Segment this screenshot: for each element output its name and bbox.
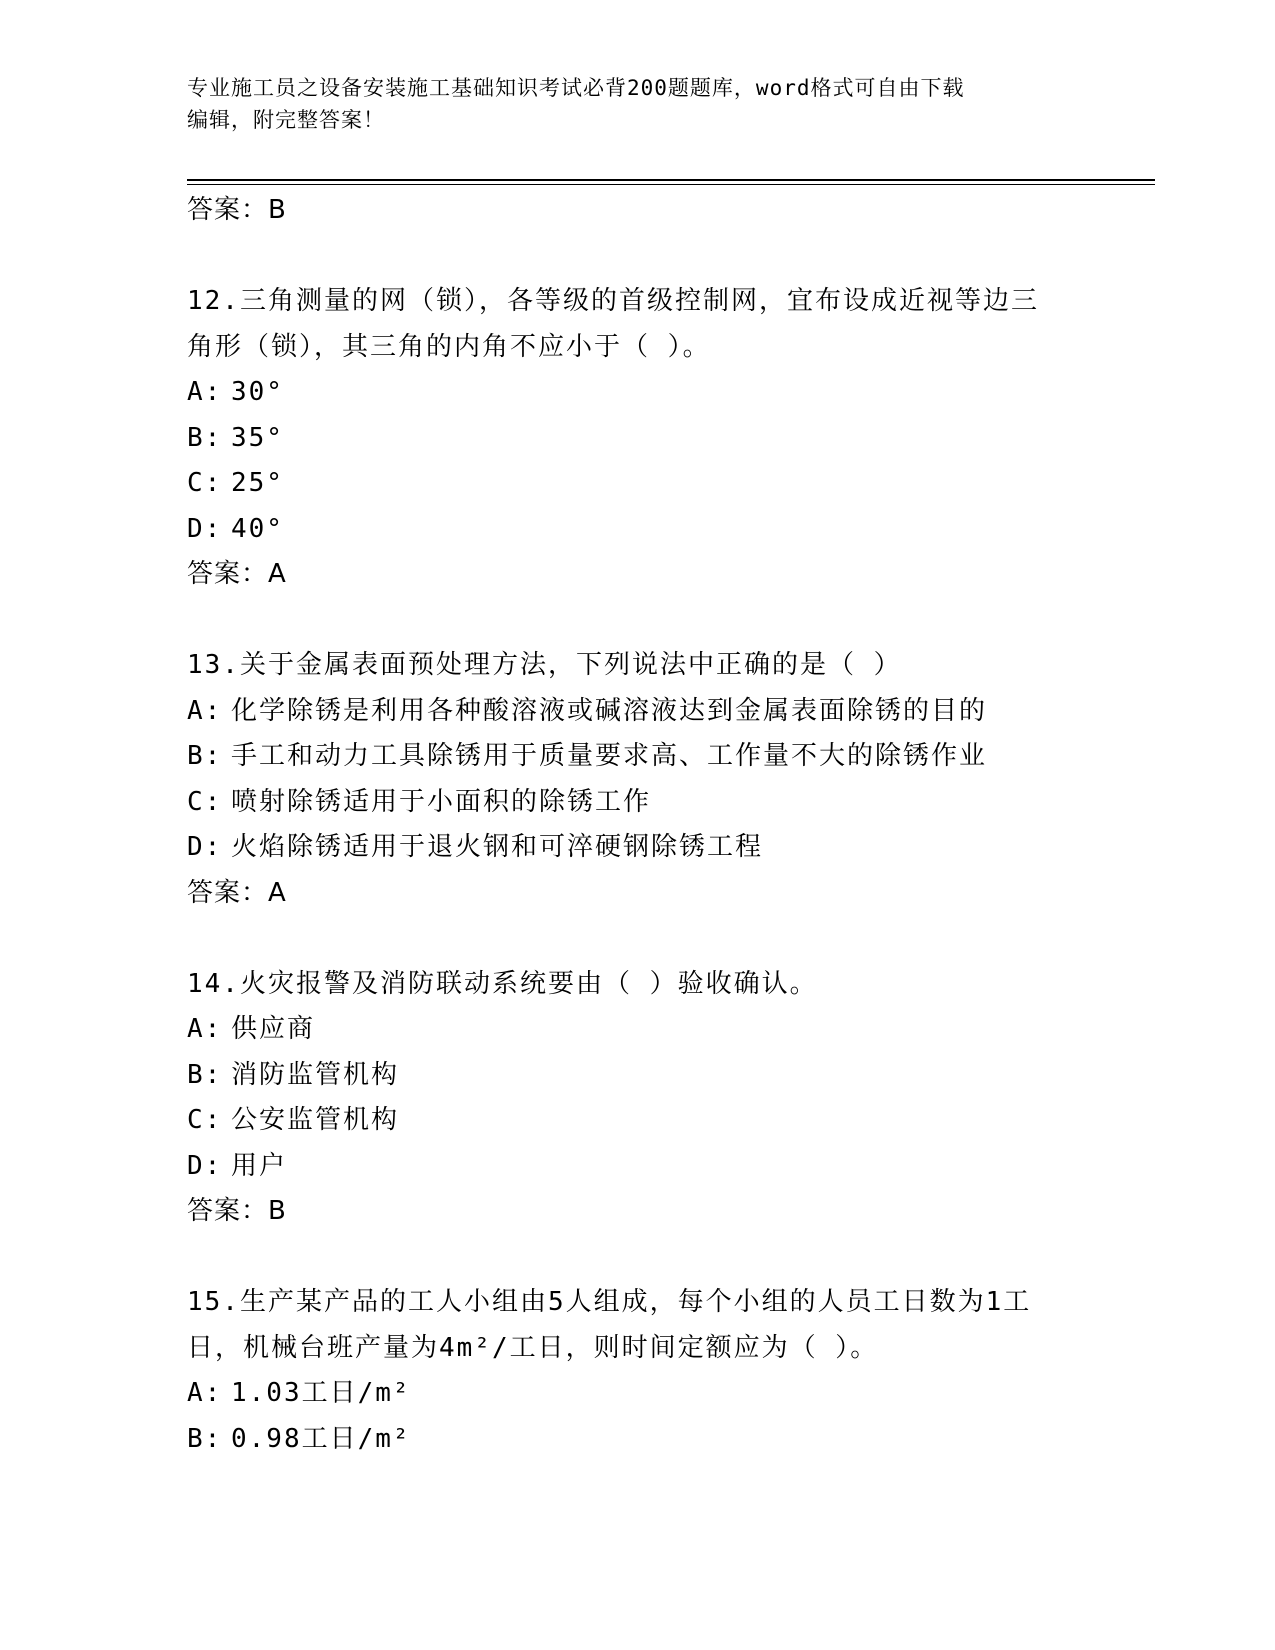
spacer [187,916,1087,962]
option-b [187,1417,1087,1463]
previous-answer: 答案：B [187,195,287,225]
option-d [187,1144,1087,1190]
option-label: A: [187,377,223,407]
option-text: 公安监管机构 [231,1105,400,1135]
option-a [187,1007,1087,1053]
option-text: 供应商 [231,1014,316,1044]
answer: 答案：A [187,877,287,908]
option-text: 0.98工日/m² [231,1423,411,1454]
option-b [187,416,1087,462]
answer: 答案：B [187,1196,287,1226]
option-text: 用户 [231,1150,288,1181]
option-label: C: [187,1105,223,1135]
option-label: A: [187,695,223,726]
option-label: D: [187,1150,223,1181]
option-label: C: [187,468,223,498]
option-label: A: [187,1014,223,1044]
spacer [187,234,1087,280]
option-label: D: [187,832,223,862]
option-text: 火焰除锈适用于退火钢和可淬硬钢除锈工程 [231,832,764,862]
question-stem: 12.三角测量的网（锁），各等级的首级控制网，宜布设成近视等边三 [187,286,1039,316]
option-text: 消防监管机构 [231,1059,400,1090]
question-15 [187,1280,1087,1462]
option-text: 化学除锈是利用各种酸溶液或碱溶液达到金属表面除锈的目的 [231,695,988,726]
option-d [187,507,1087,553]
question-stem: 13.关于金属表面预处理方法，下列说法中正确的是（ ） [187,650,902,680]
option-label: B: [187,1423,223,1454]
option-a [187,370,1087,416]
option-text: 1.03工日/m² [231,1378,411,1408]
spacer [187,598,1087,644]
spacer [187,1235,1087,1281]
question-14 [187,962,1087,1235]
option-b [187,734,1087,780]
question-stem: 日，机械台班产量为4m²/工日，则时间定额应为（ ）。 [187,1332,879,1363]
question-12 [187,279,1087,598]
question-stem: 15.生产某产品的工人小组由5人组成，每个小组的人员工日数为1工 [187,1287,1032,1317]
option-text: 35° [231,422,284,453]
option-label: B: [187,741,223,771]
answer: 答案：A [187,559,287,589]
header-rule [187,179,1155,181]
option-text: 手工和动力工具除锈用于质量要求高、工作量不大的除锈作业 [231,741,988,771]
question-stem: 角形（锁），其三角的内角不应小于（ ）。 [187,331,711,362]
option-c [187,461,1087,507]
option-b [187,1053,1087,1099]
option-label: B: [187,1059,223,1090]
option-d [187,825,1087,871]
option-label: B: [187,422,223,453]
option-c [187,1098,1087,1144]
header-line-1: 专业施工员之设备安装施工基础知识考试必背200题题库，word格式可自由下载 [187,76,965,100]
option-c [187,780,1087,826]
option-text: 25° [231,468,284,498]
option-label: C: [187,786,223,817]
question-13 [187,643,1087,916]
option-text: 40° [231,513,284,544]
option-a [187,1371,1087,1417]
option-text: 30° [231,377,284,407]
document-body [187,188,1087,1462]
option-a [187,689,1087,735]
header-rule-thin [187,184,1155,185]
option-text: 喷射除锈适用于小面积的除锈工作 [231,786,652,817]
option-label: A: [187,1378,223,1408]
question-stem: 14.火灾报警及消防联动系统要由（ ）验收确认。 [187,968,818,999]
option-label: D: [187,513,223,544]
header-line-2: 编辑，附完整答案！ [187,108,385,132]
document-header [187,72,1087,136]
